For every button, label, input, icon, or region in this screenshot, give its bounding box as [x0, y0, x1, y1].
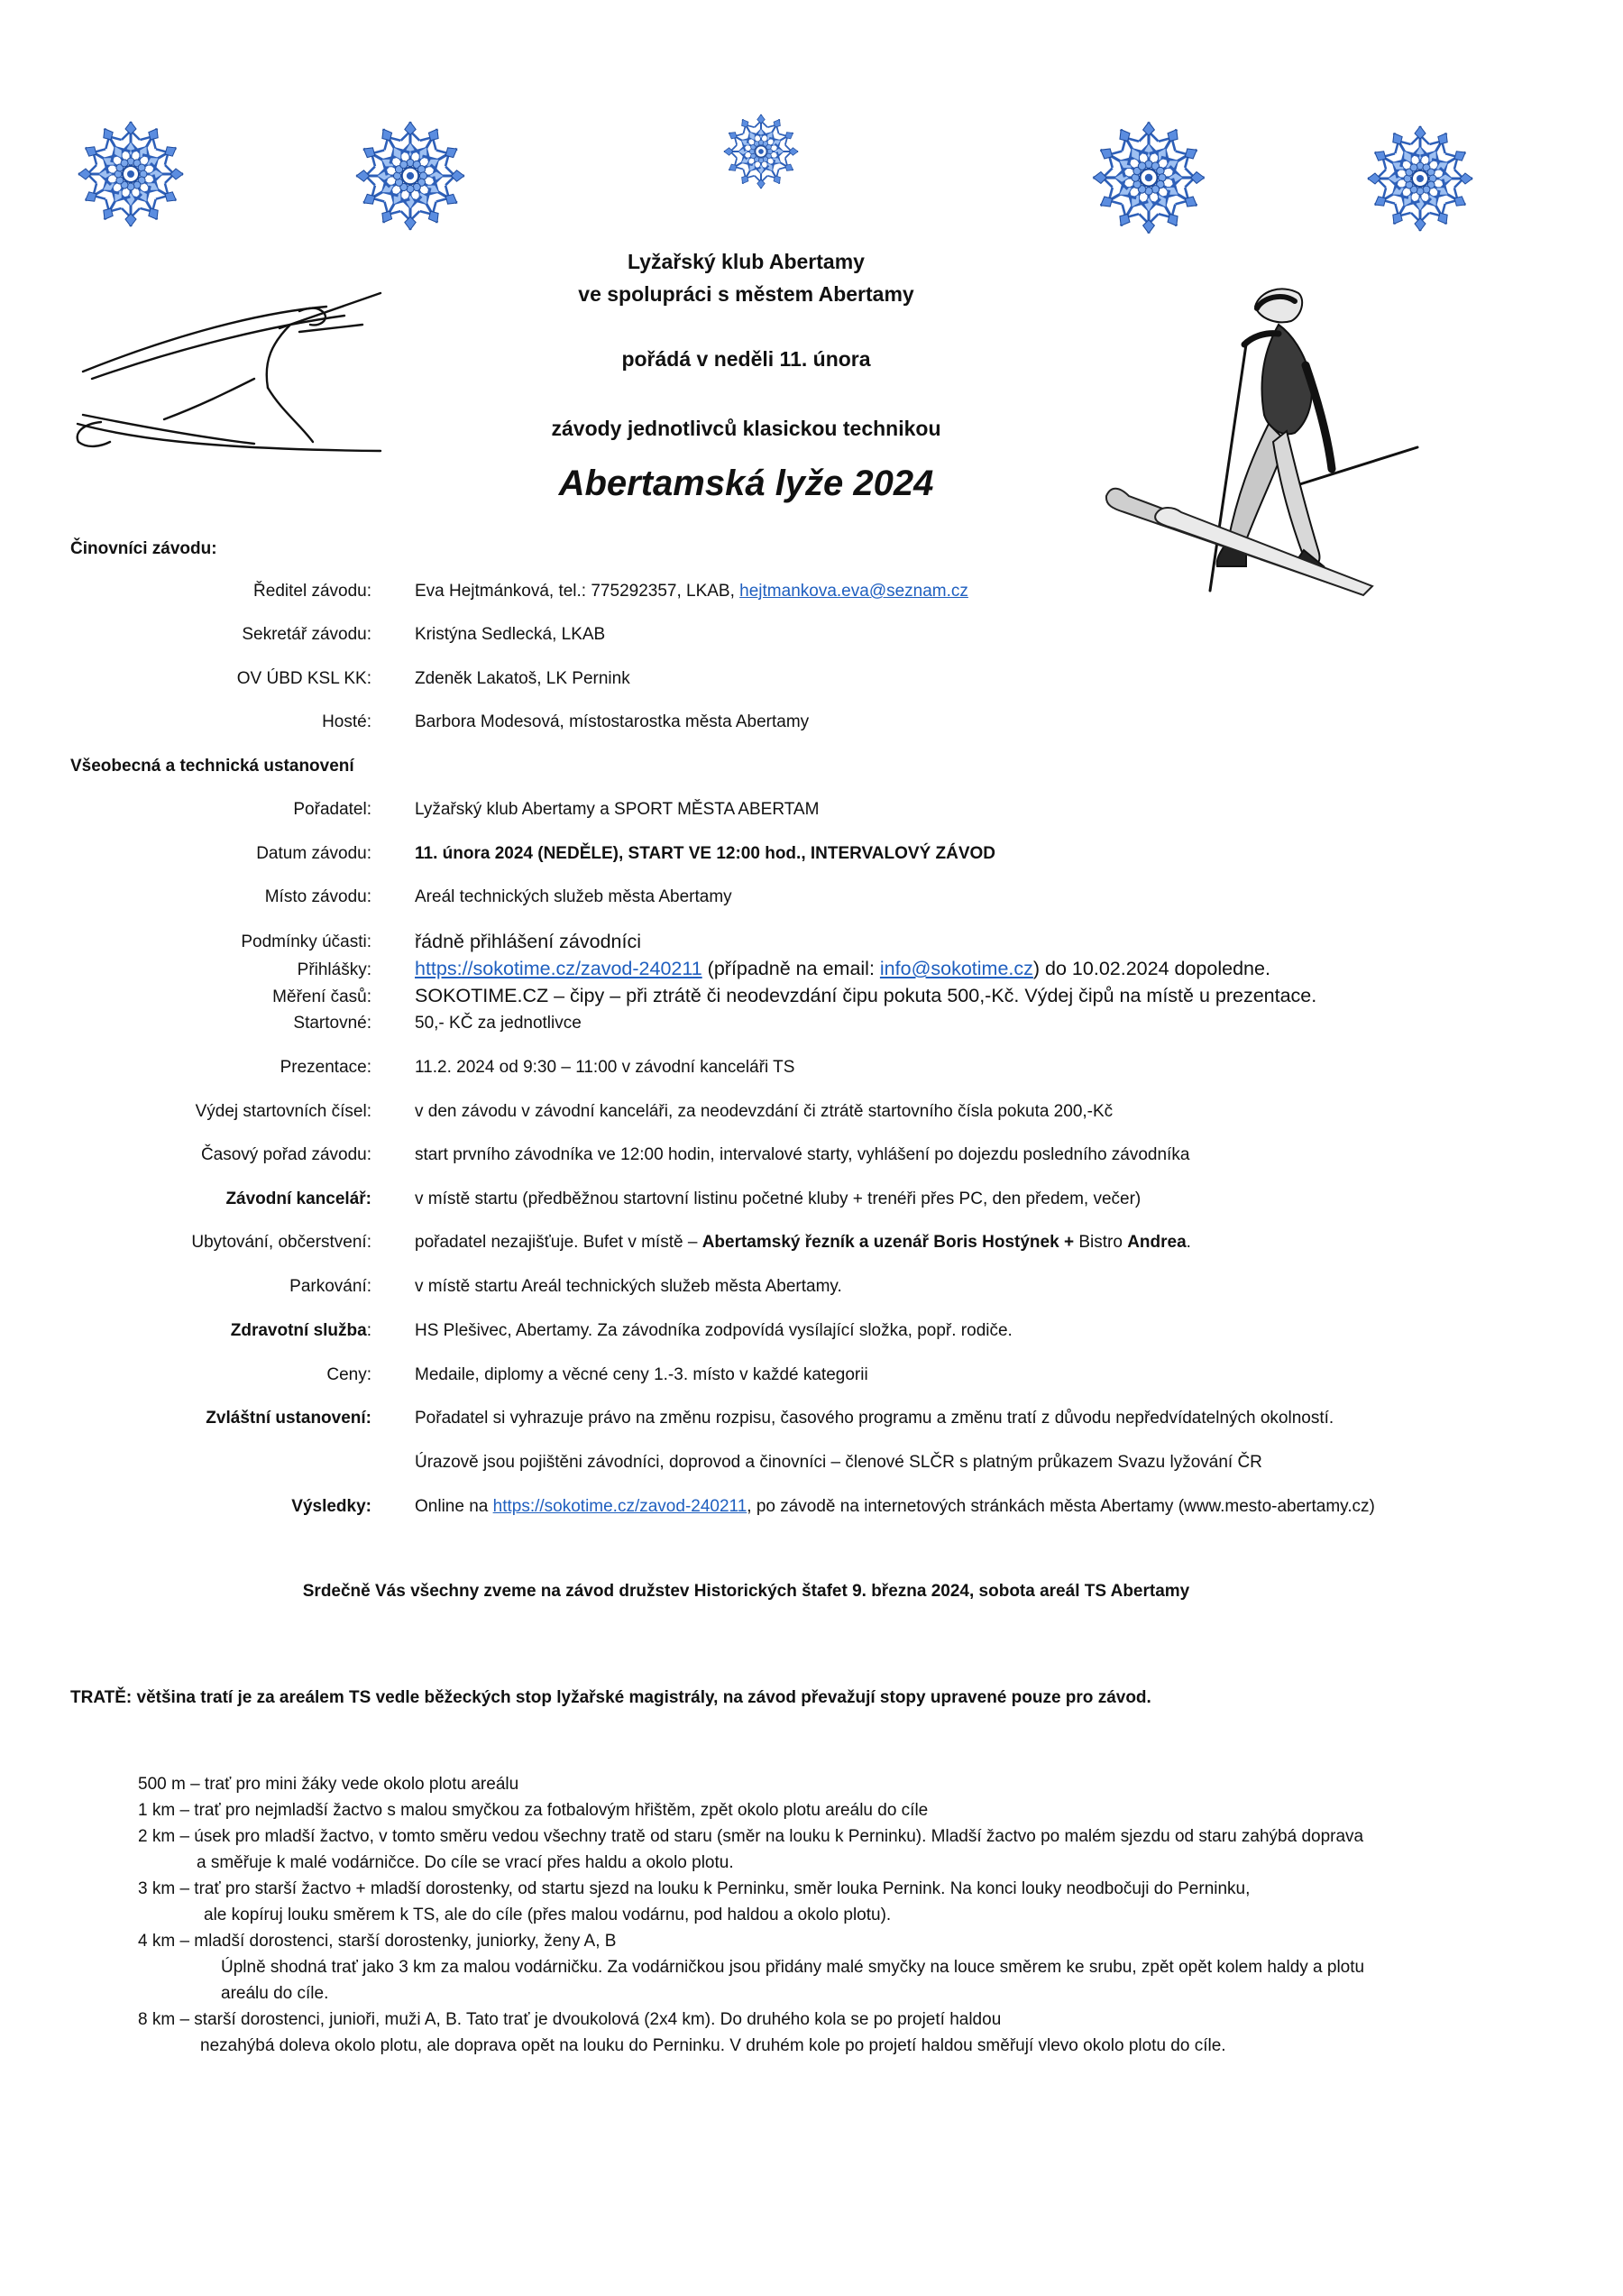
track-line-4km-cont: areálu do cíle. [221, 1984, 329, 2003]
special-provisions-value-1: Pořadatel si vyhrazuje právo na změnu rozpisu, časového programu a změnu tratí z důvodu nepředvídatelných okolností. [415, 1409, 1334, 1428]
director-value [415, 582, 968, 602]
tracks-heading: TRATĚ: většina tratí je za areálem TS vedle běžeckých stop lyžařské magistrály, na závod převažují stopy upravené pouze pro závod. [70, 1688, 1151, 1707]
cooperation-line: ve spolupráci s městem Abertamy [578, 282, 914, 306]
guests-label: Hosté: [322, 712, 371, 731]
track-line-3km-cont: ale kopíruj louku směrem k TS, ale do cíle (přes malou vodárnu, pod haldou a okolo plotu). [204, 1906, 892, 1924]
track-line-4km-desc: Úplně shodná trať jako 3 km za malou vodárničku. Za vodárničkou jsou přidány malé smyčky na louce směrem ke srubu, zpět opět kolem haldy a plotu [221, 1958, 1365, 1977]
date-line: pořádá v neděli 11. února [621, 347, 871, 371]
snowflake-icon [72, 115, 189, 233]
general-heading: Všeobecná a technická ustanovení [70, 757, 354, 776]
bib-pickup-label: Výdej startovních čísel: [195, 1102, 371, 1121]
accommodation-text-1: pořadatel nezajišťuje. Bufet v místě – [415, 1233, 702, 1252]
officials-heading: Činovníci závodu: [70, 539, 217, 558]
results-suffix: , po závodě na internetových stránkách města Abertamy (www.mesto-abertamy.cz) [747, 1497, 1375, 1516]
secretary-label: Sekretář závodu: [242, 625, 371, 644]
race-office-value: v místě startu (předběžnou startovní listinu početné kluby + trenéři přes PC, den předem, večer) [415, 1189, 1142, 1208]
timing-value: SOKOTIME.CZ – čipy – při ztrátě či neodevzdání čipu pokuta 500,-Kč. Výdej čipů na místě u prezentace. [415, 985, 1317, 1006]
accommodation-bistro: Andrea [1127, 1233, 1187, 1252]
track-line-8km-cont: nezahýbá doleva okolo plotu, ale doprava opět na louku do Perninku. V druhém kole po projetí haldou směřují vlevo okolo plotu do cíle. [200, 2036, 1226, 2055]
race-date-label: Datum závodu: [256, 844, 371, 863]
snowflake-icon [720, 110, 802, 193]
schedule-label: Časový pořad závodu: [200, 1145, 371, 1164]
special-provisions-value-2: Úrazově jsou pojištěni závodníci, doprovod a činovníci – členové SLČR s platným průkazem Svazu lyžování ČR [415, 1453, 1262, 1472]
results-link[interactable]: https://sokotime.cz/zavod-240211 [492, 1497, 747, 1516]
results-label: Výsledky: [291, 1497, 371, 1516]
snowflake-icon [350, 115, 471, 236]
relay-invitation: Srdečně Vás všechny zveme na závod družstev Historických štafet 9. března 2024, sobota areál TS Abertamy [302, 1582, 1190, 1601]
track-line-2km: 2 km – úsek pro mladší žactvo, v tomto směru vedou všechny tratě od staru (směr na louku k Perninku). Mladší žactvo po malém sjezdu od staru zahýbá doprava [138, 1827, 1364, 1846]
race-date-value: 11. února 2024 (NEDĚLE), START VE 12:00 hod., INTERVALOVÝ ZÁVOD [415, 844, 996, 863]
results-prefix: Online na [415, 1497, 493, 1516]
track-line-3km: 3 km – trať pro starší žactvo + mladší dorostenky, od startu sjezd na louku k Perninku, směr louka Pernink. Na konci louky neodbočuji do Perninku, [138, 1879, 1251, 1898]
special-provisions-label: Zvláštní ustanovení: [206, 1409, 371, 1428]
fee-value: 50,- KČ za jednotlivce [415, 1014, 582, 1033]
presentation-label: Prezentace: [280, 1058, 371, 1077]
director-label: Ředitel závodu: [253, 582, 371, 601]
track-line-4km: 4 km – mladší dorostenci, starší dorostenky, juniorky, ženy A, B [138, 1932, 617, 1951]
registration-suffix: ) do 10.02.2024 dopoledne. [1032, 958, 1270, 979]
medical-value: HS Plešivec, Abertamy. Za závodníka zodpovídá vysílající složka, popř. rodiče. [415, 1321, 1013, 1340]
schedule-value: start prvního závodníka ve 12:00 hodin, intervalové starty, vyhlášení po dojezdu posledního závodníka [415, 1145, 1190, 1164]
presentation-value: 11.2. 2024 od 9:30 – 11:00 v závodní kanceláři TS [415, 1058, 795, 1077]
event-type-line: závody jednotlivců klasickou technikou [551, 417, 941, 440]
event-title: Abertamská lyže 2024 [558, 464, 934, 503]
prizes-value: Medaile, diplomy a věcné ceny 1.-3. místo v každé kategorii [415, 1365, 868, 1384]
ov-ubd-label: OV ÚBD KSL KK: [236, 669, 371, 688]
accommodation-text-2: Bistro [1078, 1233, 1128, 1252]
fee-label: Startovné: [293, 1014, 371, 1033]
results-value [415, 1497, 1375, 1517]
timing-label: Měření časů: [272, 987, 371, 1006]
prizes-label: Ceny: [326, 1365, 371, 1384]
accommodation-text-3: . [1186, 1233, 1191, 1252]
registration-mid: (případně na email: [701, 958, 880, 979]
parking-value: v místě startu Areál technických služeb města Abertamy. [415, 1277, 842, 1296]
race-office-label: Závodní kancelář: [225, 1189, 371, 1208]
medical-label [0, 1321, 371, 1341]
medical-label-text: Zdravotní služba [230, 1321, 367, 1340]
registration-link[interactable]: https://sokotime.cz/zavod-240211 [415, 958, 702, 979]
track-line-500m: 500 m – trať pro mini žáky vede okolo plotu areálu [138, 1775, 519, 1794]
organizer-label: Pořadatel: [293, 800, 371, 819]
parking-label: Parkování: [289, 1277, 371, 1296]
secretary-value: Kristýna Sedlecká, LKAB [415, 625, 606, 644]
registration-label: Přihlášky: [297, 960, 371, 979]
director-text: Eva Hejtmánková, tel.: 775292357, LKAB, [415, 582, 740, 601]
snowflake-icon [1087, 115, 1211, 240]
accommodation-label: Ubytování, občerstvení: [191, 1233, 371, 1252]
accommodation-butcher: Abertamský řezník a uzenář Boris Hostýnek + [701, 1233, 1079, 1252]
organizer-value: Lyžařský klub Abertamy a SPORT MĚSTA ABERTAM [415, 800, 820, 819]
track-line-2km-cont: a směřuje k malé vodárničce. Do cíle se vrací přes haldu a okolo plotu. [197, 1853, 734, 1872]
accommodation-value [415, 1233, 1191, 1253]
venue-label: Místo závodu: [264, 887, 371, 906]
skier-figure-icon [1102, 280, 1426, 604]
conditions-value: řádně přihlášení závodníci [415, 931, 641, 952]
venue-value: Areál technických služeb města Abertamy [415, 887, 732, 906]
bib-pickup-value: v den závodu v závodní kanceláři, za neodevzdání či ztrátě startovního čísla pokuta 200,-Kč [415, 1102, 1114, 1121]
registration-value [415, 958, 1270, 980]
track-line-1km: 1 km – trať pro nejmladší žactvo s malou smyčkou za fotbalovým hřištěm, zpět okolo plotu areálu do cíle [138, 1801, 929, 1820]
conditions-label: Podmínky účasti: [241, 932, 371, 951]
snowflake-icon [1362, 120, 1479, 237]
guests-value: Barbora Modesová, místostarostka města Abertamy [415, 712, 810, 731]
registration-email-link[interactable]: info@sokotime.cz [879, 958, 1033, 979]
organizer-line: Lyžařský klub Abertamy [628, 250, 865, 273]
track-line-8km: 8 km – starší dorostenci, junioři, muži A, B. Tato trať je dvoukolová (2x4 km). Do druhého kola se po projetí haldou [138, 2010, 1002, 2029]
ov-ubd-value: Zdeněk Lakatoš, LK Pernink [415, 669, 630, 688]
director-email-link[interactable]: hejtmankova.eva@seznam.cz [739, 582, 968, 601]
medical-label-colon: : [366, 1321, 371, 1340]
